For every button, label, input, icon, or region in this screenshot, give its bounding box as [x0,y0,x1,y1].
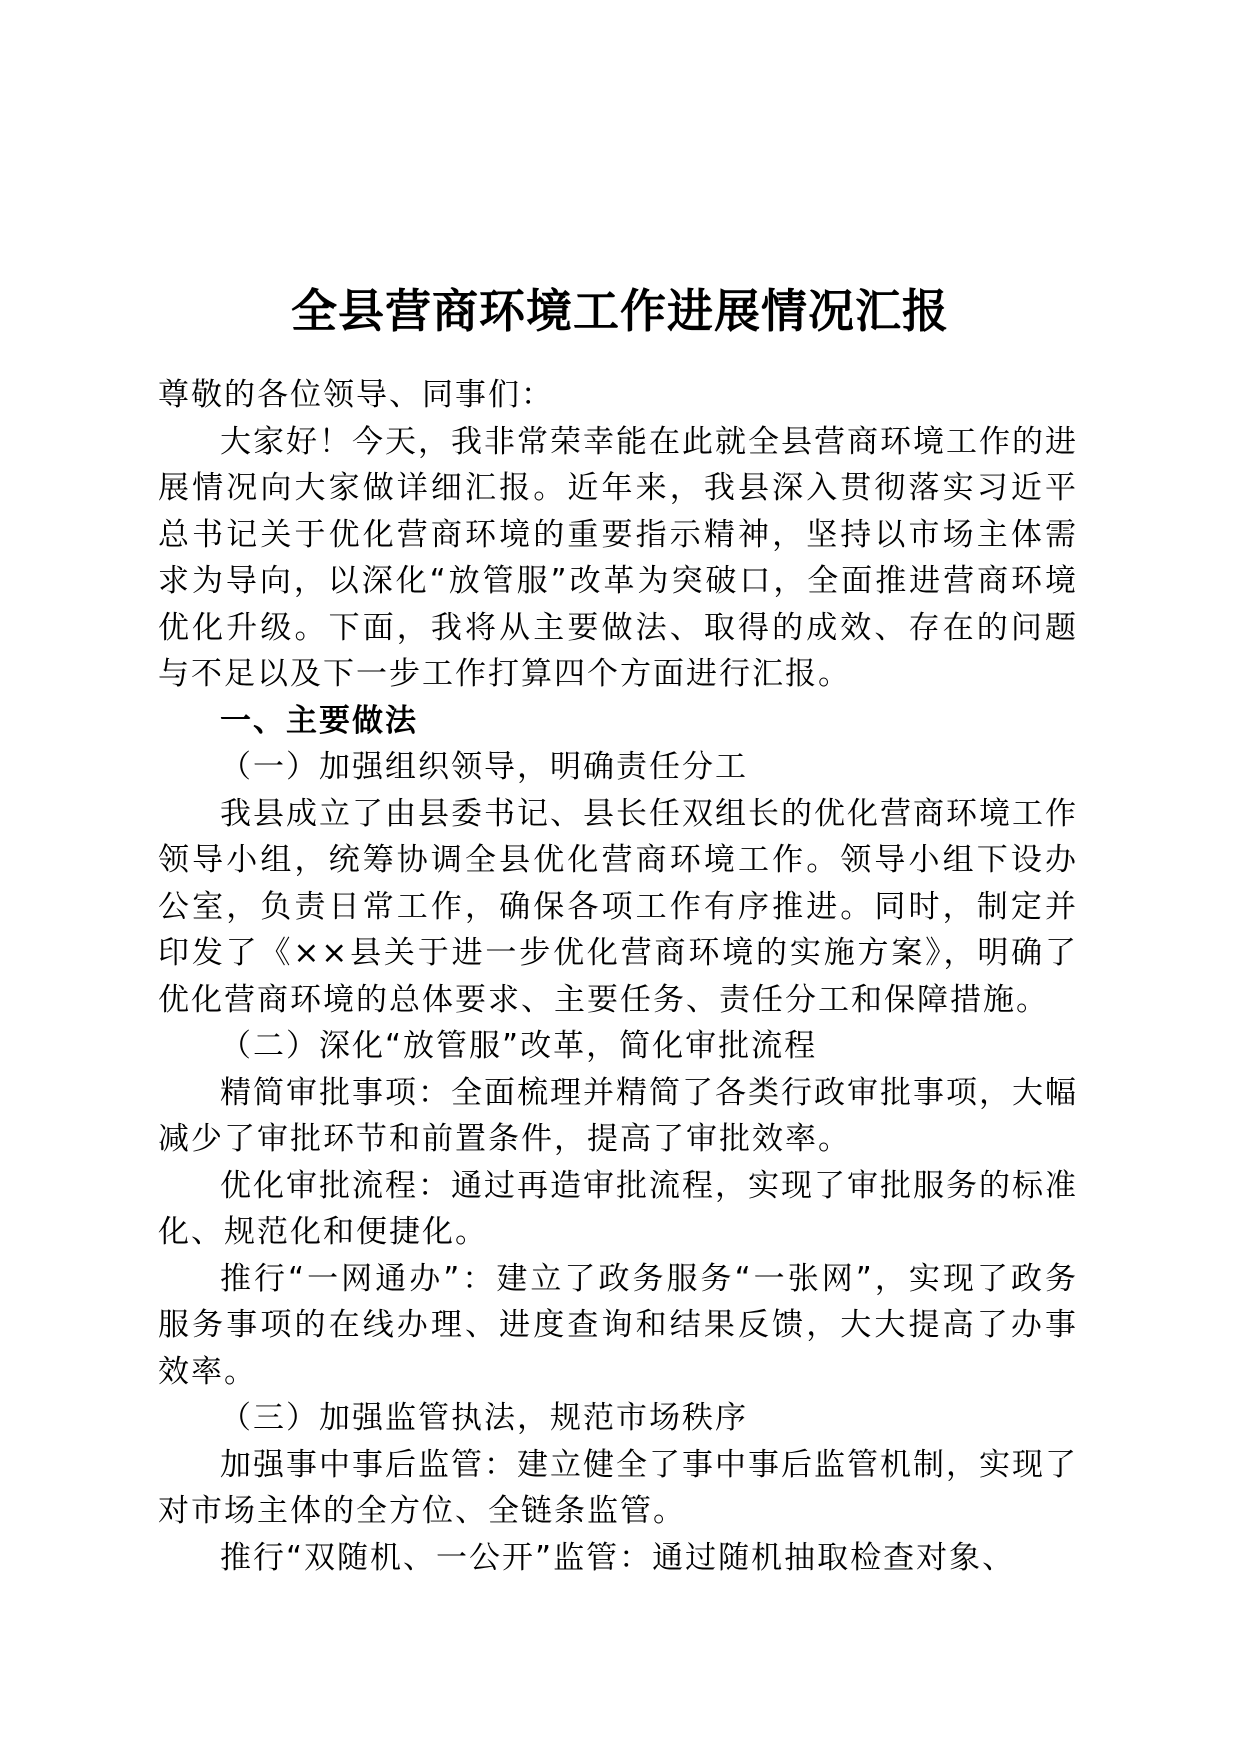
section-heading-main-practices: 一、主要做法 [220,702,418,739]
paragraph-opening: 大家好！今天，我非常荣幸能在此就全县营商环境工作的进展情况向大家做详细汇报。近年来，我县深入贯彻落实习近平总书记关于优化营商环境的重要指示精神，坚持以市场主体需求为导向，以深化“放管服”改革为突破口，全面推进营商环境优化升级。下面，我将从主要做法、取得的成效、存在的问题与不足以及下一步工作打算四个方面进行汇报。 [158,423,1078,692]
document-title: 全县营商环境工作进展情况汇报 [291,283,949,338]
subsection-heading-1: （一）加强组织领导，明确责任分工 [220,749,748,785]
paragraph-optimize-process: 优化审批流程：通过再造审批流程，实现了审批服务的标准化、规范化和便捷化。 [158,1167,1078,1250]
paragraph-simplify-approvals: 精简审批事项：全面梳理并精简了各类行政审批事项，大幅减少了审批环节和前置条件，提高了审批效率。 [158,1074,1078,1157]
paragraph-one-network: 推行“一网通办”：建立了政务服务“一张网”，实现了政务服务事项的在线办理、进度查询和结果反馈，大大提高了办事效率。 [158,1260,1078,1390]
subsection-heading-2: （二）深化“放管服”改革，简化审批流程 [220,1028,818,1064]
document-body [158,372,1078,1581]
subsection-heading-3: （三）加强监管执法，规范市场秩序 [220,1400,748,1436]
paragraph-supervision: 加强事中事后监管：建立健全了事中事后监管机制，实现了对市场主体的全方位、全链条监管。 [158,1446,1078,1529]
salutation: 尊敬的各位领导、同事们： [158,377,554,413]
paragraph-organization: 我县成立了由县委书记、县长任双组长的优化营商环境工作领导小组，统筹协调全县优化营商环境工作。领导小组下设办公室，负责日常工作，确保各项工作有序推进。同时，制定并印发了《××县关于进一步优化营商环境的实施方案》，明确了优化营商环境的总体要求、主要任务、责任分工和保障措施。 [158,795,1078,1018]
paragraph-double-random: 推行“双随机、一公开”监管：通过随机抽取检查对象、 [220,1539,1016,1576]
